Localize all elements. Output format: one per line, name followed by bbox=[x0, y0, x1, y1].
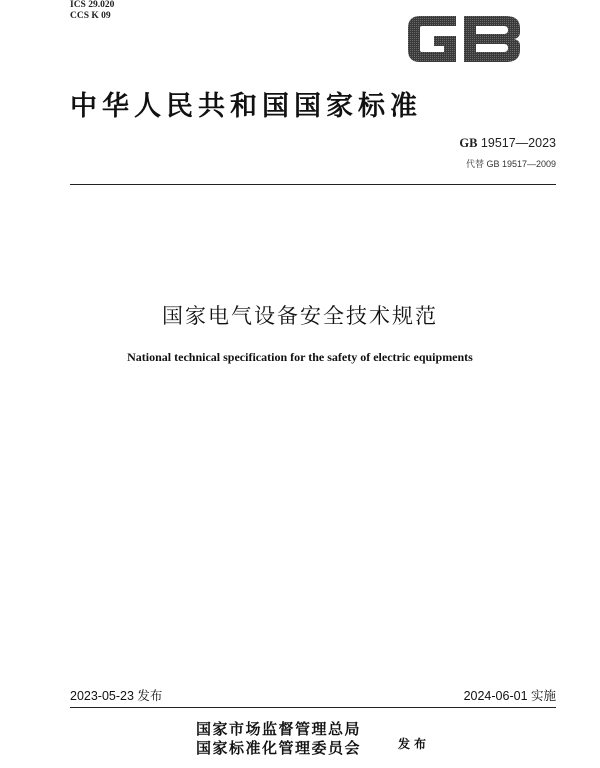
standard-number bbox=[459, 136, 556, 151]
ccs-code: CCS K 09 bbox=[70, 11, 111, 21]
implementation-date: 2024-06-01 实施 bbox=[463, 689, 556, 703]
publish-label: 发布 bbox=[398, 737, 431, 751]
publisher-name: 国家市场监督管理总局 bbox=[196, 720, 362, 738]
standard-number-value: 19517—2023 bbox=[480, 136, 556, 150]
footer-divider bbox=[70, 707, 556, 708]
publisher-list bbox=[196, 720, 361, 758]
standard-category-heading: 中华人民共和国国家标准 bbox=[70, 91, 422, 122]
document-title-english: National technical specification for the safety of electric equipments bbox=[127, 350, 473, 364]
publisher-name: 国家标准化管理委员会 bbox=[196, 739, 362, 757]
header-divider bbox=[70, 184, 556, 185]
standard-prefix: GB bbox=[459, 136, 478, 150]
classification-codes bbox=[70, 0, 114, 22]
replaces-note: 代替 GB 19517—2009 bbox=[465, 159, 556, 169]
ics-code: ICS 29.020 bbox=[70, 0, 115, 10]
document-title-chinese: 国家电气设备安全技术规范 bbox=[162, 304, 438, 328]
issue-date: 2023-05-23 发布 bbox=[70, 689, 163, 703]
gb-logo-icon bbox=[402, 10, 526, 68]
